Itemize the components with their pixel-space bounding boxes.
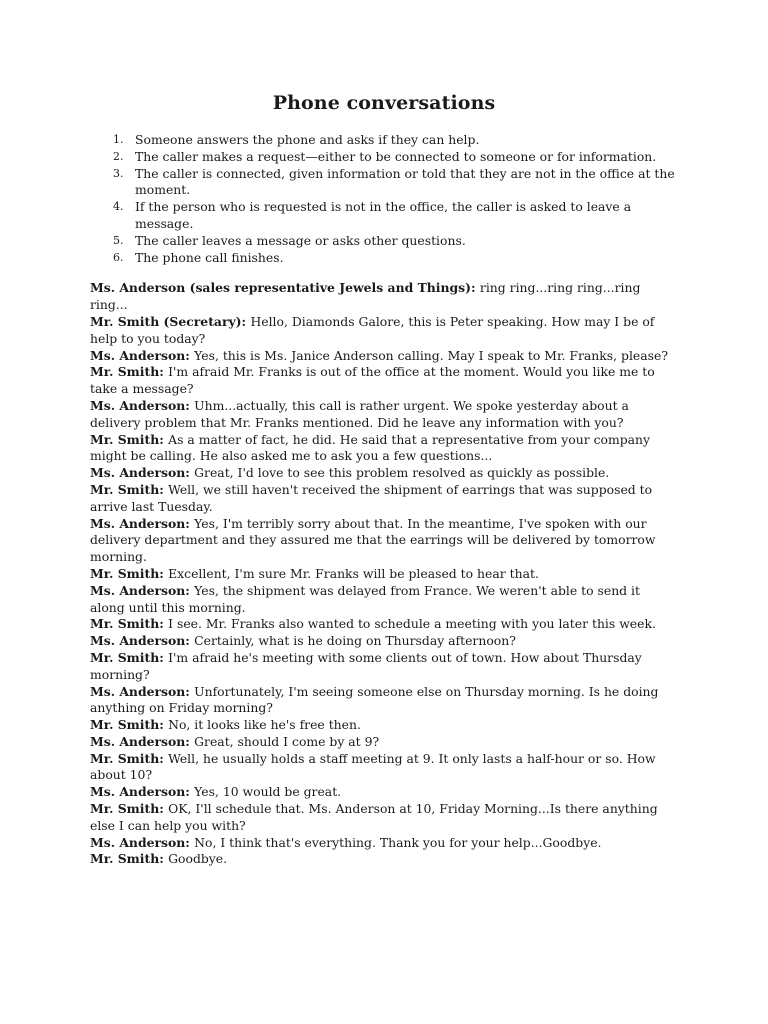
dialogue-text: ring ring...ring ring...ring ring...: [90, 280, 641, 313]
speaker-name: Mr. Smith: [90, 616, 160, 632]
dialogue-text: Hello, Diamonds Galore, this is Peter speaking. How may I be of help to you today?: [90, 313, 655, 346]
dialogue-turn: [90, 398, 678, 432]
dialogue-turn: [90, 280, 678, 314]
speaker-name: Ms. Anderson: [90, 683, 186, 699]
dialogue-turn: [90, 784, 678, 801]
speaker-separator: :: [185, 582, 195, 598]
speaker-name: Mr. Smith: [90, 750, 160, 766]
dialogue-turn: [90, 751, 678, 785]
speaker-separator: :: [159, 851, 169, 867]
speaker-name: Ms. Anderson: [90, 834, 186, 850]
dialogue-text: No, I think that's everything. Thank you for your help...Goodbye.: [194, 834, 602, 850]
speaker-separator: :: [159, 801, 169, 817]
dialogue-turn: [90, 851, 678, 868]
speaker-name: Ms. Anderson: [90, 397, 186, 413]
dialogue-turn: [90, 566, 678, 583]
speaker-separator: :: [471, 280, 480, 296]
dialogue-text: Yes, the shipment was delayed from France. We weren't able to send it along until this morning.: [90, 582, 640, 615]
speaker-name: Ms. Anderson: [90, 733, 186, 749]
step-item: [113, 132, 678, 149]
dialogue-text: Yes, I'm terribly sorry about that. In the meantime, I've spoken with our delivery department and they assured me that the earrings will be delivered by tomorrow morning.: [90, 515, 656, 565]
speaker-separator: :: [159, 481, 169, 497]
dialogue: [90, 280, 678, 868]
dialogue-text: Unfortunately, I'm seeing someone else on Thursday morning. Is he doing anything on Friday morning?: [90, 683, 659, 716]
speaker-name: Mr. Smith (Secretary): [90, 313, 242, 329]
dialogue-text: Certainly, what is he doing on Thursday afternoon?: [194, 633, 516, 649]
speaker-separator: :: [185, 397, 195, 413]
dialogue-turn: [90, 314, 678, 348]
speaker-separator: :: [159, 431, 169, 447]
dialogue-text: As a matter of fact, he did. He said that a representative from your company might be calling. He also asked me to ask you a few questions...: [90, 431, 651, 464]
speaker-separator: :: [185, 465, 195, 481]
step-text: The phone call finishes.: [135, 249, 284, 265]
dialogue-text: Excellent, I'm sure Mr. Franks will be pleased to hear that.: [168, 565, 539, 581]
dialogue-text: Yes, 10 would be great.: [194, 784, 342, 800]
step-item: [113, 232, 678, 250]
step-item: [113, 199, 678, 233]
speaker-name: Mr. Smith: [90, 431, 160, 447]
speaker-separator: :: [185, 784, 195, 800]
step-text: The caller leaves a message or asks other questions.: [135, 232, 466, 248]
dialogue-text: Well, we still haven't received the shipment of earrings that was supposed to arrive last Tuesday.: [90, 481, 653, 514]
dialogue-turn: [90, 650, 678, 684]
speaker-name: Ms. Anderson: [90, 515, 186, 531]
dialogue-text: I see. Mr. Franks also wanted to schedule a meeting with you later this week.: [168, 616, 656, 632]
step-number: 2.: [113, 149, 124, 163]
speaker-name: Ms. Anderson: [90, 582, 186, 598]
step-item: [113, 148, 678, 166]
dialogue-text: Goodbye.: [168, 851, 228, 867]
speaker-separator: :: [185, 834, 195, 850]
speaker-separator: :: [185, 347, 195, 363]
dialogue-turn: [90, 583, 678, 617]
dialogue-turn: [90, 633, 678, 650]
speaker-name: Ms. Anderson: [90, 784, 186, 800]
speaker-separator: :: [159, 717, 169, 733]
speaker-separator: :: [159, 649, 169, 665]
dialogue-turn: [90, 684, 678, 718]
dialogue-turn: [90, 516, 678, 566]
step-text: Someone answers the phone and asks if they can help.: [135, 132, 480, 147]
speaker-separator: :: [159, 565, 169, 581]
speaker-name: Mr. Smith: [90, 717, 160, 733]
step-text: The caller makes a request—either to be connected to someone or for information.: [135, 148, 657, 164]
dialogue-turn: [90, 348, 678, 365]
speaker-name: Mr. Smith: [90, 565, 160, 581]
dialogue-turn: [90, 835, 678, 852]
speaker-separator: :: [159, 364, 169, 380]
dialogue-text: No, it looks like he's free then.: [168, 717, 361, 733]
dialogue-turn: [90, 432, 678, 466]
dialogue-text: Yes, this is Ms. Janice Anderson calling. May I speak to Mr. Franks, please?: [194, 347, 668, 363]
step-number: 4.: [113, 200, 124, 214]
speaker-name: Ms. Anderson (sales representative Jewels and Things): [90, 280, 472, 296]
step-item: [113, 165, 678, 200]
dialogue-text: OK, I'll schedule that. Ms. Anderson at 10, Friday Morning...Is there anything else I can help you with?: [90, 801, 658, 833]
speaker-name: Mr. Smith: [90, 801, 160, 817]
dialogue-turn: [90, 616, 678, 633]
step-number: 1.: [113, 133, 124, 146]
dialogue-turn: [90, 482, 678, 516]
dialogue-turn: [90, 801, 678, 835]
dialogue-turn: [90, 364, 678, 398]
dialogue-turn: [90, 734, 678, 751]
page-title: Phone conversations: [272, 92, 496, 114]
speaker-separator: :: [159, 616, 169, 632]
speaker-separator: :: [159, 750, 169, 766]
dialogue-text: Great, should I come by at 9?: [194, 733, 380, 749]
dialogue-text: Uhm...actually, this call is rather urgent. We spoke yesterday about a delivery problem that Mr. Franks mentioned. Did he leave any information with you?: [90, 397, 629, 430]
speaker-separator: :: [185, 733, 195, 749]
speaker-separator: :: [241, 313, 251, 329]
dialogue-turn: [90, 717, 678, 734]
step-number: 6.: [113, 250, 124, 264]
call-steps-list: [90, 132, 678, 266]
step-text: If the person who is requested is not in the office, the caller is asked to leave a message.: [135, 199, 632, 231]
speaker-name: Ms. Anderson: [90, 465, 186, 481]
speaker-name: Mr. Smith: [90, 649, 160, 665]
step-text: The caller is connected, given information or told that they are not in the office at the moment.: [135, 165, 675, 198]
dialogue-text: Great, I'd love to see this problem resolved as quickly as possible.: [194, 465, 610, 481]
dialogue-text: I'm afraid he's meeting with some clients out of town. How about Thursday morning?: [90, 649, 642, 682]
speaker-separator: :: [185, 633, 195, 649]
speaker-name: Mr. Smith: [90, 481, 160, 497]
step-number: 5.: [113, 233, 124, 247]
speaker-name: Mr. Smith: [90, 851, 160, 867]
speaker-separator: :: [185, 683, 195, 699]
speaker-name: Mr. Smith: [90, 364, 160, 380]
dialogue-text: I'm afraid Mr. Franks is out of the office at the moment. Would you like me to take a message?: [90, 364, 655, 397]
step-number: 3.: [113, 166, 124, 180]
speaker-separator: :: [185, 515, 195, 531]
dialogue-turn: [90, 465, 678, 482]
speaker-name: Ms. Anderson: [90, 347, 186, 363]
dialogue-text: Well, he usually holds a staff meeting at 9. It only lasts a half-hour or so. How about 10?: [90, 750, 656, 783]
speaker-name: Ms. Anderson: [90, 633, 186, 649]
step-item: [113, 249, 678, 267]
